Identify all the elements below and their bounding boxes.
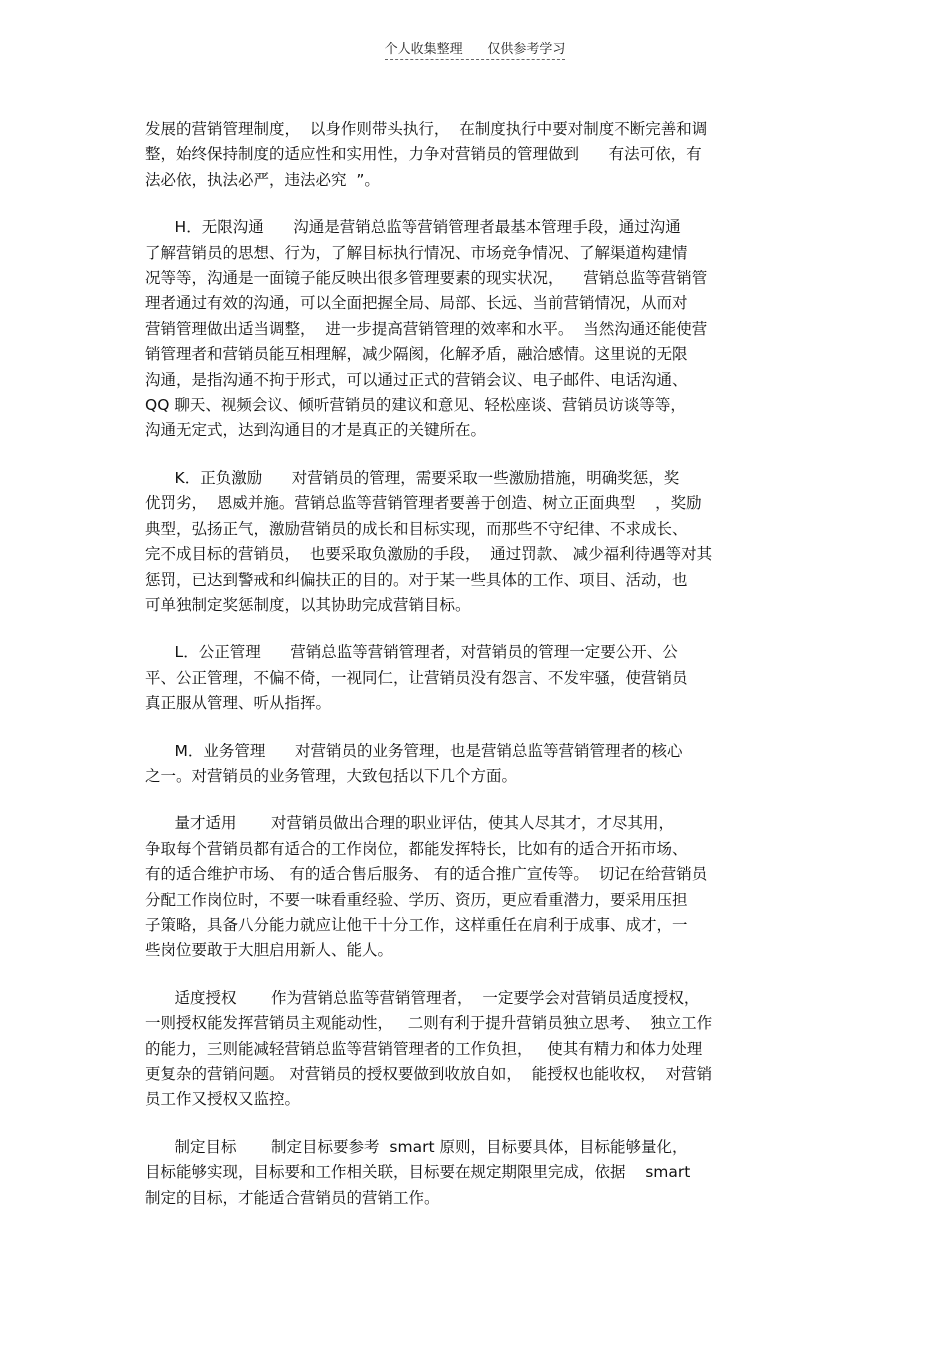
paragraph-line: 争取每个营销员都有适合的工作岗位，都能发挥特长，比如有的适合开拓市场、 [145,839,688,858]
paragraph [145,986,813,1113]
paragraph-line: 完不成目标的营销员， 也要采取负激励的手段， 通过罚款、 减少福利待遇等对其 [145,545,713,564]
document-body [145,117,813,1233]
paragraph-line: 制定目标 制定目标要参考 smart 原则，目标要具体，目标能够量化， [145,1137,688,1156]
paragraph-line: 沟通无定式，达到沟通目的才是真正的关键所在。 [145,421,487,440]
paragraph-line: 子策略，具备八分能力就应让他干十分工作，这样重任在肩利于成事、成才，一 [145,915,688,934]
paragraph [145,215,813,444]
paragraph-line: 之一。对营销员的业务管理，大致包括以下几个方面。 [145,766,518,785]
paragraph-line: 量才适用 对营销员做出合理的职业评估，使其人尽其才，才尽其用， [145,814,675,833]
paragraph-line: 发展的营销管理制度， 以身作则带头执行， 在制度执行中要对制度不断完善和调 [145,120,708,138]
paragraph-line: 可单独制定奖惩制度，以其协助完成营销目标。 [145,595,471,614]
paragraph-line: 目标能够实现，目标要和工作相关联，目标要在规定期限里完成，依据 smart [145,1163,691,1182]
paragraph-line: 营销管理做出适当调整， 进一步提高营销管理的效率和水平。 当然沟通还能使营 [145,319,708,338]
paragraph [145,640,813,716]
paragraph [145,739,813,790]
paragraph-line: M．业务管理 对营销员的业务管理，也是营销总监等营销管理者的核心 [145,741,683,760]
paragraph-line: 理者通过有效的沟通，可以全面把握全局、局部、长远、当前营销情况，从而对 [145,294,688,313]
paragraph-line: 平、公正管理，不偏不倚，一视同仁，让营销员没有怨言、不发牢骚，使营销员 [145,668,688,687]
paragraph-line: 真正服从管理、听从指挥。 [145,694,332,713]
paragraph-line: 整，始终保持制度的适应性和实用性，力争对营销员的管理做到 有法可依，有 [145,145,702,164]
paragraph-line: 典型，弘扬正气，激励营销员的成长和目标实现，而那些不守纪律、不求成长、 [145,519,688,538]
header-left-text: 个人收集整理 [384,42,463,57]
paragraph-line: 适度授权 作为营销总监等营销管理者， 一定要学会对营销员适度授权， [145,988,700,1007]
paragraph [145,117,813,193]
paragraph-line: H．无限沟通 沟通是营销总监等营销管理者最基本管理手段，通过沟通 [145,218,681,237]
paragraph-line: 沟通，是指沟通不拘于形式，可以通过正式的营销会议、电子邮件、电话沟通、 [145,370,688,389]
page-header [0,38,950,60]
paragraph-line: K．正负激励 对营销员的管理，需要采取一些激励措施，明确奖惩，奖 [145,468,680,487]
paragraph-line: QQ 聊天、视频会议、倾听营销员的建议和意见、轻松座谈、营销员访谈等等， [145,396,686,415]
paragraph-line: 了解营销员的思想、行为，了解目标执行情况、市场竞争情况、了解渠道构建情 [145,243,688,262]
paragraph-line: 的能力，三则能减轻营销总监等营销管理者的工作负担， 使其有精力和体力处理 [145,1039,703,1058]
paragraph-line: 法必依，执法必严，违法必究 ”。 [145,170,380,189]
paragraph-line: 销管理者和营销员能互相理解，减少隔阂，化解矛盾，融洽感情。这里说的无限 [145,345,688,364]
paragraph [145,466,813,618]
paragraph-line: 制定的目标，才能适合营销员的营销工作。 [145,1188,440,1207]
paragraph-line: 一则授权能发挥营销员主观能动性， 二则有利于提升营销员独立思考、 独立工作 [145,1014,713,1033]
paragraph-line: 更复杂的营销问题。 对营销员的授权要做到收放自如， 能授权也能收权， 对营销 [145,1065,713,1083]
header-right-text: 仅供参考学习 [487,42,566,57]
paragraph-line: 惩罚，已达到警戒和纠偏扶正的目的。对于某一些具体的工作、项目、活动，也 [145,570,688,589]
paragraph-line: 员工作又授权又监控。 [145,1090,301,1109]
paragraph-line: L．公正管理 营销总监等营销管理者，对营销员的管理一定要公开、公 [145,643,678,662]
paragraph-line: 分配工作岗位时，不要一味看重经验、学历、资历，更应看重潜力，要采用压担 [145,890,688,909]
paragraph [145,1135,813,1211]
paragraph [145,811,813,963]
paragraph-line: 优罚劣， 恩威并施。营销总监等营销管理者要善于创造、树立正面典型 ，奖励 [145,494,702,513]
paragraph-line: 况等等，沟通是一面镜子能反映出很多管理要素的现实状况， 营销总监等营销管 [145,269,708,288]
paragraph-line: 些岗位要敢于大胆启用新人、能人。 [145,941,394,960]
paragraph-line: 有的适合维护市场、 有的适合售后服务、 有的适合推广宣传等。 切记在给营销员 [145,865,708,884]
